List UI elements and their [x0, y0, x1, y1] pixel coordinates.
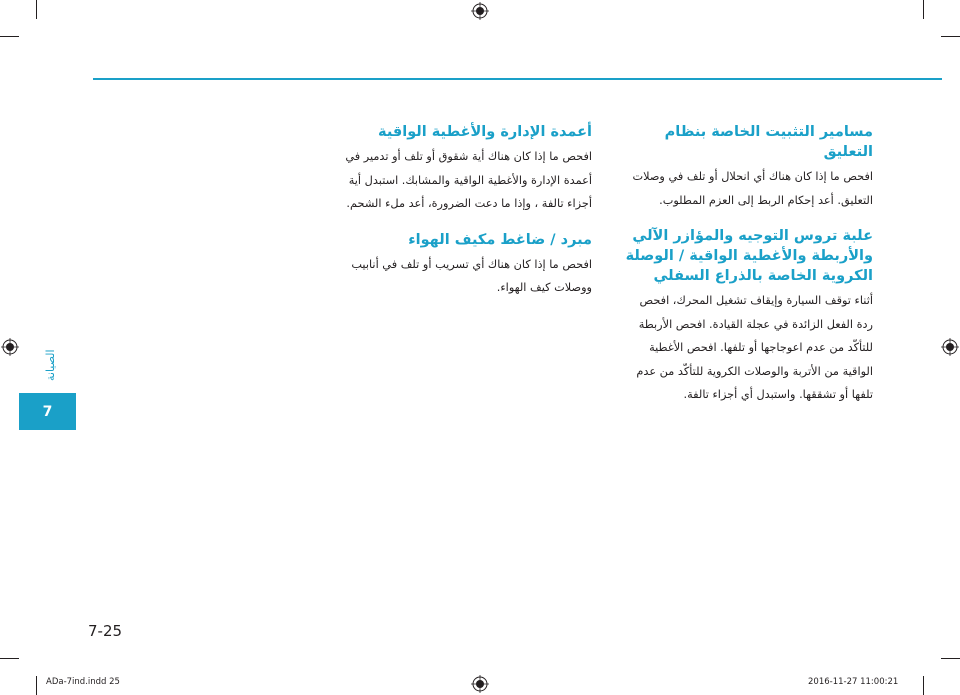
crop-mark	[0, 658, 19, 659]
steering-heading-line-2: والأربطة والأغطية الواقية / الوصلة	[625, 248, 873, 264]
page-number: 7-25	[88, 622, 123, 640]
section-label: الصيانة	[44, 349, 57, 381]
crop-mark	[0, 36, 19, 37]
drive-shafts-heading: أعمدة الإدارة والأغطية الواقية	[378, 124, 592, 140]
registration-mark-icon	[471, 2, 489, 20]
steering-heading-line-3: الكروية الخاصة بالذراع السفلي	[653, 268, 873, 284]
steering-heading-line-1: علبة تروس التوجيه والمؤازر الآلي	[632, 228, 873, 244]
registration-mark-icon	[1, 338, 19, 356]
suspension-bolts-heading: مسامير التثبيت الخاصة بنظام التعليق	[664, 124, 873, 160]
chapter-number: 7	[42, 403, 53, 420]
drive-shafts-paragraph: افحص ما إذا كان هناك أية شقوق أو تلف أو تدمير في أعمدة الإدارة والأغطية الواقية والمشابك. استبدل أية أجزاء تالفة ، وإذا ما دعت الضرورة، أعد ملء الشحم.	[345, 150, 592, 210]
crop-mark	[941, 658, 960, 659]
left-column	[342, 122, 592, 314]
crop-mark	[923, 676, 924, 695]
ac-compressor-paragraph: افحص ما إذا كان هناك أي تسريب أو تلف في أنابيب ووصلات كيف الهواء.	[351, 257, 592, 294]
print-timestamp: 2016-11-27 11:00:21	[808, 677, 899, 687]
crop-mark	[36, 676, 37, 695]
steering-paragraph: أثناء توقف السيارة وإيقاف تشغيل المحرك، افحص ردة الفعل الزائدة في عجلة القيادة. افحص الأربطة للتأكّد من عدم اعوجاجها أو تلفها. افحص الأغطية الواقية من الأتربة والوصلات الكروية للتأكّد من عدم تلفها أو تشققها. واستبدل أي أجزاء تالفة.	[636, 294, 873, 401]
ac-compressor-heading: مبرد / ضاغط مكيف الهواء	[408, 231, 592, 248]
file-slug: ADa-7ind.indd 25	[46, 677, 120, 687]
crop-mark	[941, 36, 960, 37]
registration-mark-icon	[471, 675, 489, 693]
header-rule	[93, 78, 942, 80]
crop-mark	[923, 0, 924, 19]
crop-mark	[36, 0, 37, 19]
registration-mark-icon	[941, 338, 959, 356]
right-column	[625, 122, 873, 421]
suspension-bolts-paragraph: افحص ما إذا كان هناك أي انحلال أو تلف في وصلات التعليق. أعد إحكام الربط إلى العزم المطلوب.	[632, 170, 873, 207]
chapter-tab	[19, 393, 76, 430]
